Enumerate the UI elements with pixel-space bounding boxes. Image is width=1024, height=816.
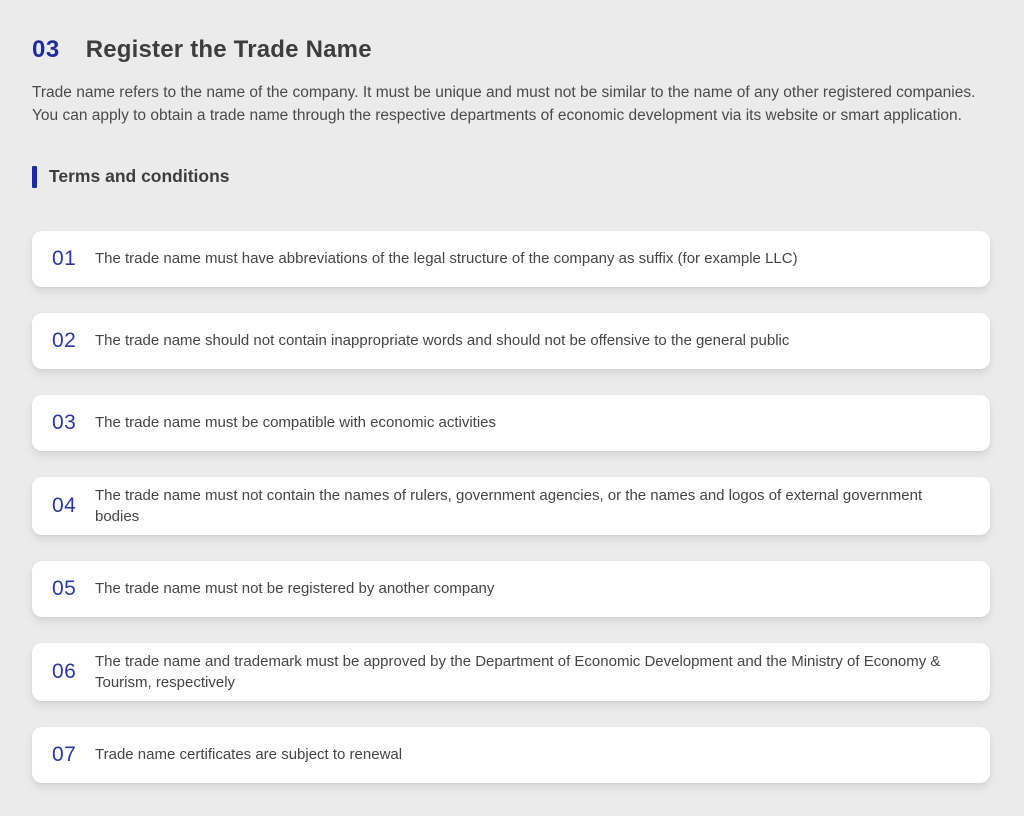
term-text: The trade name and trademark must be approved by the Department of Economic Development and the Ministry of Economy & Tourism, respectively [95,652,941,691]
term-card [32,643,990,701]
term-number: 03 [52,410,77,434]
step-number: 03 [32,36,60,63]
term-text: The trade name must have abbreviations of the legal structure of the company as suffix (for example LLC) [95,250,798,267]
term-text: Trade name certificates are subject to renewal [95,746,403,763]
step-header [32,36,990,64]
term-card [32,395,990,451]
term-number: 05 [52,576,77,600]
term-text: The trade name must not be registered by another company [95,580,495,597]
term-number: 06 [52,659,77,683]
term-text: The trade name must not contain the names of rulers, government agencies, or the names and logos of external government bodies [95,486,923,525]
terms-heading [32,166,990,188]
page-title: Register the Trade Name [85,36,372,63]
term-card [32,231,990,287]
term-text: The trade name must be compatible with economic activities [95,414,497,431]
term-number: 07 [52,742,77,766]
term-card [32,727,990,783]
intro-paragraph: Trade name refers to the name of the company. It must be unique and must not be similar to the name of any other registered companies. You can apply to obtain a trade name through the respective departments of economic development via its website or smart application. [32,84,976,125]
term-card [32,477,990,535]
term-number: 02 [52,328,77,352]
term-number: 04 [52,493,77,517]
term-text: The trade name should not contain inappropriate words and should not be offensive to the general public [95,332,790,349]
term-card [32,561,990,617]
heading-accent-bar [32,166,37,188]
term-number: 01 [52,246,77,270]
terms-heading-label: Terms and conditions [49,166,230,186]
term-card [32,313,990,369]
terms-list [32,231,990,783]
